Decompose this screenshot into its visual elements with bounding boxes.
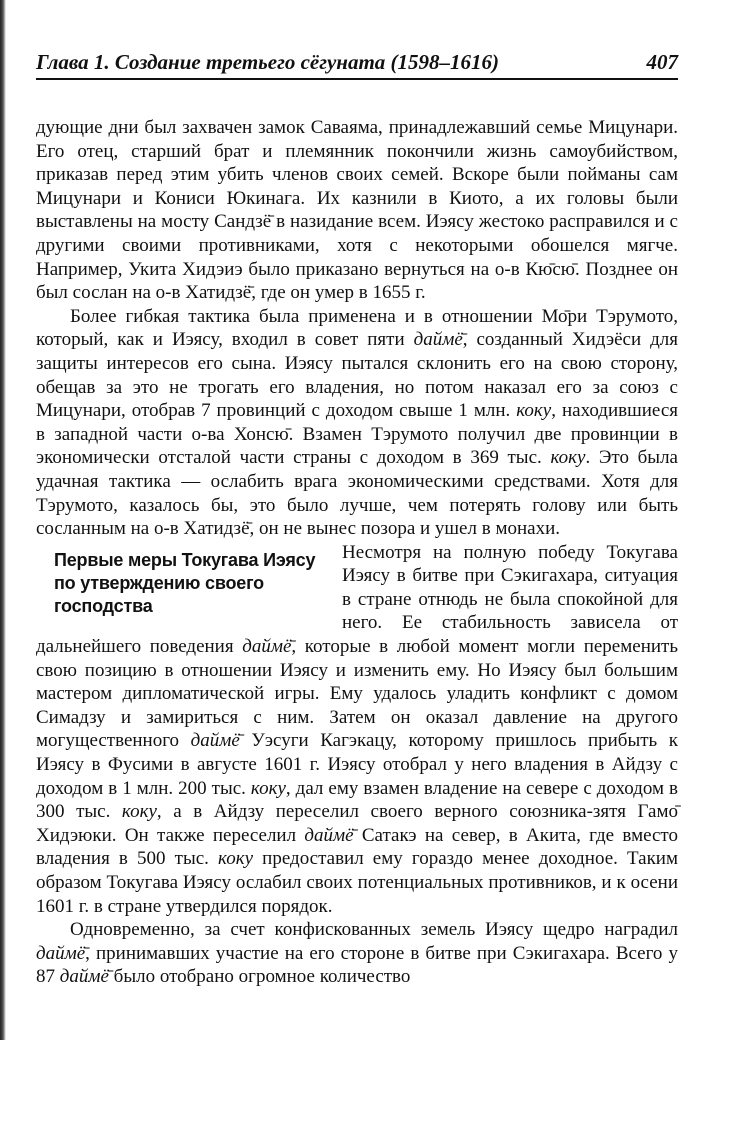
text-run: Уэсуги Кагэкацу, которому пришлось прибыть к Иэясу в Фусими в августе 1601 г. Иэясу отобрал у него владения в Айдзу с доходом в 1 млн. 200 тыс.	[36, 730, 678, 799]
paragraph-4	[36, 918, 678, 989]
text-run: , созданный Хидэёси для защиты интересов его сына. Иэясу пытался склонить его на свою сторону, обещав за это не трогать его владения, но потом наказал его за союз с Мицунари, отобрав 7 провинций с доходом свыше 1 млн.	[36, 329, 678, 422]
text-run: , а в Айдзу переселил своего верного союзника-зятя Гамо̄ Хидэюки. Он также переселил	[36, 801, 678, 846]
term-daimyo: даймё̄	[413, 329, 463, 351]
paragraph-1-text: дующие дни был захвачен замок Саваяма, принадлежавший семье Мицунари. Его отец, старший брат и племянник покончили жизнь самоубийством, приказав перед этим убить членов своих семей. Вскоре были пойманы сам Мицунари и Кониси Юкинага. Их казнили в Киото, а их головы были выставлены на мосту Сандзё̄ в назидание всем. Иэясу жестоко расправился и с другими своими противниками, хотя с некоторыми обошелся мягче. Например, Укита Хидэиэ было приказано вернуться на о-в Кю̄сю̄. Позднее он был сослан на о-в Хатидзё̄, где он умер в 1655 г.	[36, 117, 678, 304]
body-text	[36, 116, 678, 989]
text-run: Одновременно, за счет конфискованных земель Иэясу щедро наградил	[70, 919, 678, 941]
text-run: . Это была удачная тактика — ослабить врага экономическими средствами. Хотя для Тэрумото, казалось бы, это было лучше, чем потерять голову или быть сосланным на о-в Хатидзё̄, он не вынес позора и ушел в монахи.	[36, 447, 678, 540]
paragraph-1	[36, 116, 678, 305]
term-koku: коку	[121, 801, 157, 823]
term-daimyo: даймё̄	[36, 942, 86, 964]
text-run: , находившиеся в западной части о-ва Хонсю̄. Взамен Тэрумото получил две провинции в экономически отсталой части страны с доходом в 369 тыс.	[36, 400, 678, 469]
book-spine-shadow	[0, 0, 6, 1040]
sidebar-heading: Первые меры Токугава Иэясу по утверждению своего господства	[54, 549, 316, 616]
term-daimyo: даймё̄	[59, 966, 109, 988]
term-daimyo: даймё̄	[304, 824, 354, 846]
text-run: , принимавших участие на его стороне в битве при Сэкигахара. Всего у 87	[36, 942, 678, 988]
text-run: Более гибкая тактика была применена и в отношении Мо̄ри Тэрумото, который, как и Иэясу, входил в совет пяти	[36, 305, 678, 351]
term-daimyo: даймё̄	[190, 730, 240, 752]
text-run: Несмотря на полную победу Токугава Иэясу в битве при Сэкигахара, ситуация в стране отнюдь не была спокойной для него. Ее стабильность зависела от дальнейшего поведения	[36, 541, 678, 658]
page-number: 407	[646, 50, 678, 74]
term-koku: коку	[250, 777, 286, 799]
term-koku: коку	[550, 447, 586, 469]
paragraph-2	[36, 305, 678, 541]
text-run: предоставил ему гораздо менее доходное. Таким образом Токугава Иэясу ослабил своих потенциальных противников, и к осени 1601 г. в стране утвердился порядок.	[36, 848, 678, 917]
term-daimyo: даймё̄	[242, 636, 292, 658]
text-run: , дал ему взамен владение на севере с доходом в 300 тыс.	[36, 777, 678, 823]
chapter-title: Глава 1. Создание третьего сёгуната (1598–1616)	[36, 50, 500, 74]
text-run: было отобрано огромное количество	[108, 966, 411, 988]
text-run: Сатакэ на север, в Акита, где вместо владения в 500 тыс.	[36, 824, 678, 870]
term-koku: коку	[516, 400, 552, 422]
running-header	[36, 48, 678, 80]
term-koku: коку	[218, 848, 254, 870]
text-run: , которые в любой момент могли переменить свою позицию в отношении Иэясу и изменить ему. Но Иэясу был большим мастером дипломатической игры. Ему удалось уладить конфликт с домом Симадзу и замириться с ним. Затем он оказал давление на другого могущественного	[36, 636, 678, 752]
